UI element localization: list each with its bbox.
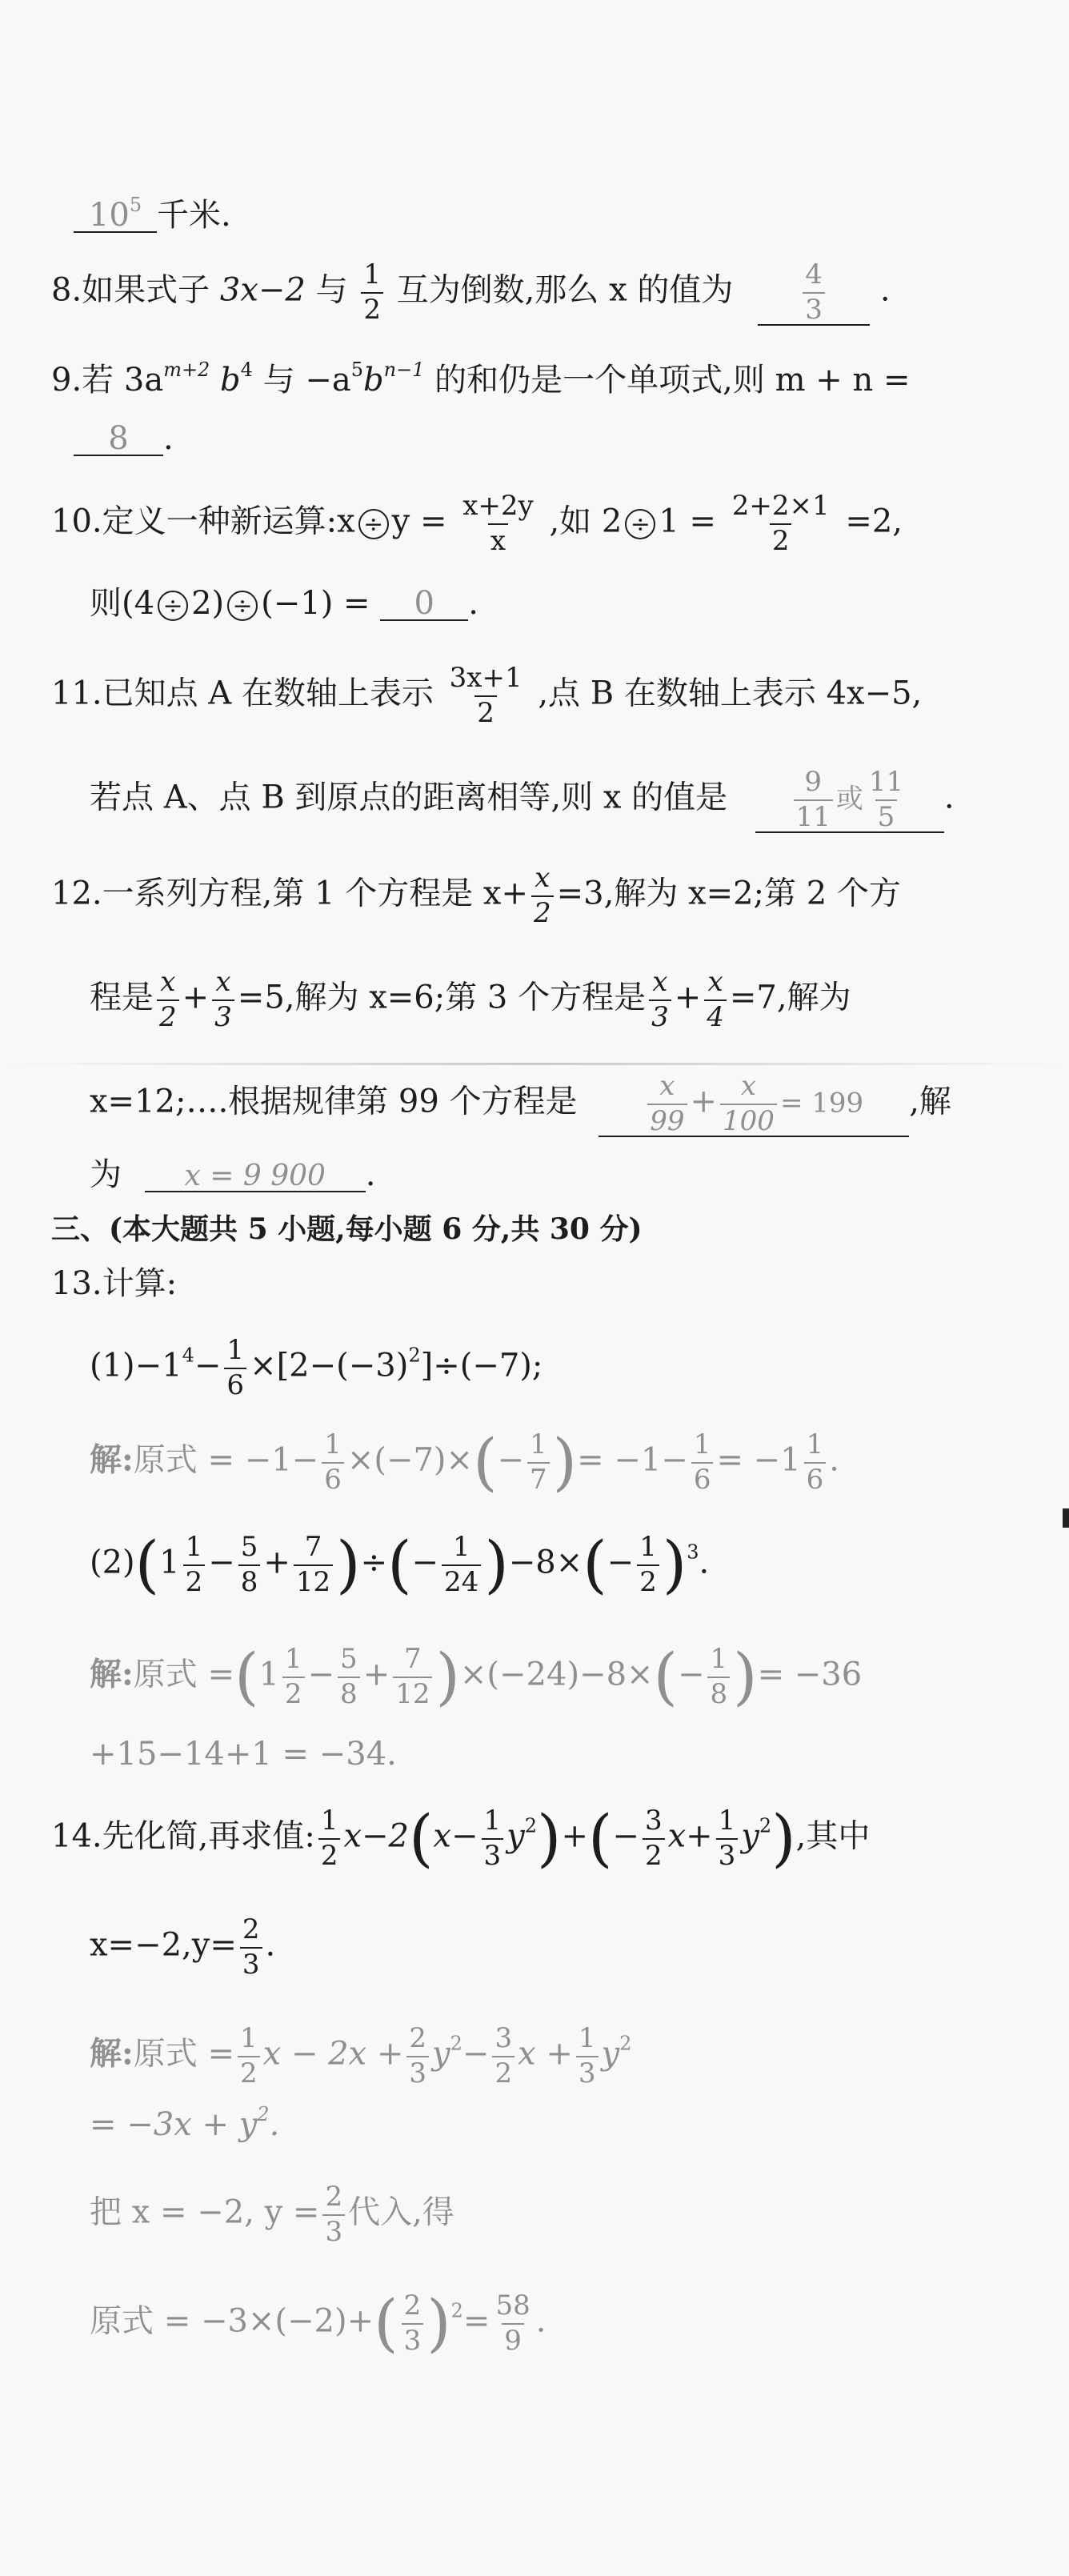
q14-solution-line2: = $-3x + y^2$. [90,2103,280,2143]
q10-def-fraction: $\frac{x+2y}{x}$ [462,490,534,557]
circled-divide-icon: ÷ [227,591,258,621]
q14-solution-line1: 解:原式 = $\frac{1}{2}$ x − 2x + $\frac{2}{3}$ $y^2-$ $\frac{3}{2}$ x + $\frac{1}{3}$ $y^2$ [90,2022,632,2089]
q8-fraction: $\frac{1}{2}$ [361,261,383,324]
q12-line4: 为 x = 9 900 . [90,1156,376,1193]
q10-answer-blank: 0 [380,587,468,621]
q13-solution1: 解:原式 = −1− $\frac{1}{6}$ ×(−7)×(− $\frac{1}{7}$ )= −1− $\frac{1}{6}$ = −1 $\frac{1}{6}$ . [90,1426,840,1499]
question-11: 11.已知点 A 在数轴上表示 $\frac{3x+1}{2}$ ,点 B 在数轴上表示 4x−5, [51,662,923,729]
q10-line2: 则(4 ÷ 2) ÷ (−1) = 0 . [90,585,478,622]
q13-part1: $(1)-1^4-$ $\frac{1}{6}$ $\times[2-(-3)^2]\div(-7)$; [90,1334,543,1401]
edge-mark [1063,1508,1069,1528]
q9-answer-line: 8 . [74,423,174,456]
q13-title: 13.计算: [51,1265,178,1302]
circled-divide-icon: ÷ [158,591,188,621]
q12-equation-blank: $\frac{x}{99}$ + $\frac{x}{100}$ = 199 [599,1072,909,1137]
q9-answer-blank: 8 [74,423,163,456]
question-9: 9.若 $3a^{m+2}$ $b^4$ 与 $-a^5b^{n-1}$ 的和仍是一个单项式,则 m + n = [51,359,911,399]
question-8: 8.如果式子 3x−2 与 $\frac{1}{2}$ 互为倒数,那么 x 的值为 $\frac{4}{3}$ . [51,258,891,326]
q11-line2: 若点 A、点 B 到原点的距离相等,则 x 的值是 $\frac{9}{11}$ 或 $\frac{11}{5}$ . [90,766,955,833]
q14-solution-line3: 把 x = −2, y = $\frac{2}{3}$ 代入,得 [90,2181,454,2248]
q7-line [74,195,231,233]
circled-divide-icon: ÷ [625,509,655,539]
question-10: 10.定义一种新运算:x ÷ y = $\frac{x+2y}{x}$ ,如 2 ÷ 1 = $\frac{2+2\times 1}{2}$ =2, [51,490,903,557]
q14-line2: x=−2,y= $\frac{2}{3}$ . [90,1913,276,1981]
q7-unit: 千米. [157,197,231,234]
q12-line3: x=12;….根据规律第 99 个方程是 $\frac{x}{99}$ + $\frac{x}{100}$ = 199 ,解 [90,1070,951,1137]
q10-example-fraction: $\frac{2+2\times 1}{2}$ [731,490,830,557]
q12-solution-blank: x = 9 900 [145,1162,366,1192]
circled-divide-icon: ÷ [358,509,389,539]
paper-fold [0,1063,1069,1065]
q12-line2: 程是 $\frac{x}{2}$ + $\frac{x}{3}$ =5,解为 x=6;第 3 个方程是 $\frac{x}{3}$ + $\frac{x}{4}$ =7,解为 [90,966,851,1033]
question-12: 12.一系列方程,第 1 个方程是 x+ $\frac{x}{2}$ =3,解为 x=2;第 2 个方 [51,862,901,929]
q13-solution2: 解:原式 =(1 $\frac{1}{2}$ − $\frac{5}{8}$ + $\frac{7}{12}$ )×(−24)−8×(− $\frac{1}{8}$ )= −36 [90,1641,863,1713]
section-3-header: 三、(本大题共 5 小题,每小题 6 分,共 30 分) [51,1212,643,1246]
question-14: 14.先化简,再求值: $\frac{1}{2}$ x−2(x− $\frac{1}{3}$ $y^2)+(-$ $\frac{3}{2}$ x+ $\frac{1}{3}$ $y^2$),其中 [51,1802,871,1875]
q11-answer-blank: $\frac{9}{11}$ 或 $\frac{11}{5}$ [755,768,944,833]
q13-part2: (2)(1 $\frac{1}{2}$ − $\frac{5}{8}$ + $\frac{7}{12}$ )÷(− $\frac{1}{24}$ )−8×(− $\frac{1}{2}$ )$^3$. [90,1528,710,1601]
q7-answer-blank: $10^5$ [74,195,157,233]
q14-solution-line4: 原式 = −3×(−2)+( $\frac{2}{3}$ )$^2$= $\frac{58}{9}$ . [90,2287,547,2360]
q13-solution2-line2: +15−14+1 = −34. [90,1736,397,1773]
q11-fraction: $\frac{3x+1}{2}$ [449,662,522,729]
q8-answer-blank: $\frac{4}{3}$ [758,261,870,326]
